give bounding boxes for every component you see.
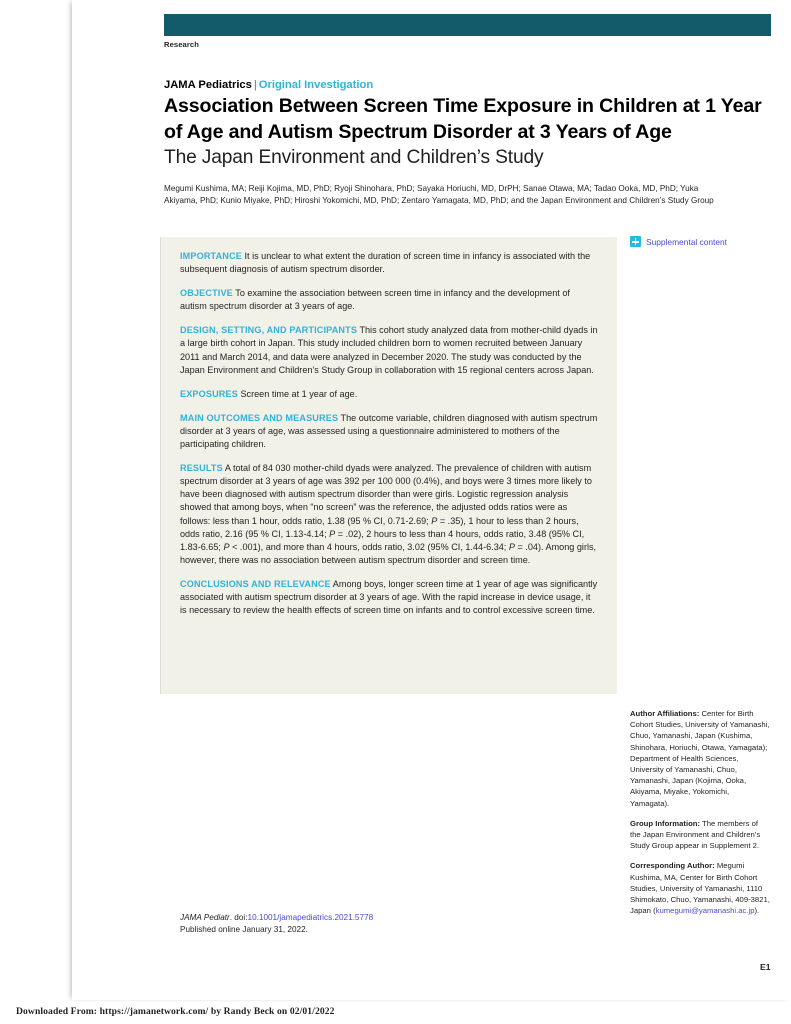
abstract-section-text: This cohort study analyzed data from mother-child dyads in a large birth cohort in Japan. This study included children born to women recruited between January 2011 and March 2014, and data were analyzed in December 2020. The study was conducted by the Japan Environment and Children’s Study Group in collaboration with 15 regional centers across Japan. — [180, 325, 598, 375]
article-page-sheet — [72, 0, 791, 1000]
article-type-label: Original Investigation — [258, 79, 374, 91]
abstract-section — [180, 578, 599, 617]
abstract-section-text: Screen time at 1 year of age. — [237, 388, 358, 399]
abstract-left-rule — [160, 237, 161, 694]
abstract-section-text: To examine the association between screen time in infancy and the development of autism spectrum disorder at 3 years of age. — [180, 288, 570, 312]
abstract-panel — [160, 237, 617, 694]
abstract-section — [180, 462, 599, 567]
running-head: Research — [164, 40, 199, 49]
article-note-heading: Author Affiliations: — [630, 709, 700, 718]
article-note-text: Center for Birth Cohort Studies, University of Yamanashi, Chuo, Yamanashi, Japan (Kushima, Shinohara, Horiuchi, Otawa, Yamagata); Department of Health Sciences, University of Yamanashi, Chuo, Yamanashi, Japan (Kojima, Ooka, Akiyama, Miyake, Yokomichi, Yamagata). — [630, 709, 770, 808]
abstract-section-label: EXPOSURES — [180, 388, 238, 399]
abstract-section-text: Among boys, longer screen time at 1 year of age was significantly associated with autism spectrum disorder at 3 years of age. With the rapid increase in device usage, it is necessary to review the health effects of screen time on infants and to control excessive screen time. — [180, 578, 598, 616]
abstract-body — [180, 250, 599, 628]
article-note-text: The members of the Japan Environment and Children’s Study Group appear in Supplement 2. — [630, 818, 761, 851]
author-list: Megumi Kushima, MA; Reiji Kojima, MD, PhD; Ryoji Shinohara, PhD; Sayaka Horiuchi, MD, DrPH; Sanae Otawa, MA; Tadao Ooka, MD, PhD; Yuka Akiyama, PhD; Kunio Miyake, PhD; Hiroshi Yokomichi, MD, PhD; Zentaro Yamagata, MD, PhD; and the Japan Environment and Children’s Study Group — [164, 184, 714, 205]
citation-journal: JAMA Pediatr — [180, 913, 230, 922]
corresponding-author-email-link[interactable]: kumegumi@yamanashi.ac.jp — [655, 906, 755, 916]
abstract-section — [180, 250, 599, 276]
abstract-section — [180, 287, 599, 313]
journal-name: JAMA Pediatrics — [164, 79, 252, 91]
masthead-teal-bar — [164, 14, 771, 36]
page-subtitle: The Japan Environment and Children’s Study — [164, 147, 544, 168]
article-note-text: Megumi Kushima, MA, Center for Birth Cohort Studies, University of Yamanashi, 1110 Shimokato, Chuo, Yamanashi, 409-3821, Japan ( — [630, 861, 770, 916]
citation-block — [180, 912, 373, 935]
journal-separator: | — [253, 79, 257, 91]
citation-doi-link[interactable]: 10.1001/jamapediatrics.2021.5778 — [247, 913, 374, 922]
abstract-section — [180, 388, 599, 401]
journal-header-line — [164, 79, 373, 91]
abstract-section-label: MAIN OUTCOMES AND MEASURES — [180, 412, 339, 423]
page-title: Association Between Screen Time Exposure in Children at 1 Year of Age and Autism Spectrum Disorder at 3 Years of Age — [164, 95, 762, 143]
download-footer — [0, 1002, 791, 1024]
article-note-text-tail: ). — [754, 906, 760, 916]
abstract-section — [180, 324, 599, 376]
article-note — [630, 860, 770, 916]
plus-box-icon — [630, 236, 641, 247]
article-note — [630, 818, 770, 852]
article-note — [630, 708, 770, 809]
abstract-section-label: IMPORTANCE — [180, 251, 242, 261]
abstract-section-label: OBJECTIVE — [180, 288, 233, 299]
page-gutter — [0, 0, 72, 1024]
abstract-section-label: DESIGN, SETTING, AND PARTICIPANTS — [180, 325, 358, 336]
citation-doi-line — [180, 912, 373, 924]
abstract-section-label: CONCLUSIONS AND RELEVANCE — [180, 578, 331, 589]
abstract-section-text: The outcome variable, children diagnosed with autism spectrum disorder at 3 years of age, was assessed using a questionnaire administered to mothers of the participating children. — [180, 412, 598, 450]
supplemental-content-label: Supplemental content — [646, 236, 728, 247]
supplemental-content-link[interactable] — [630, 236, 727, 247]
page-number: E1 — [760, 962, 771, 972]
citation-published-line: Published online January 31, 2022. — [180, 924, 308, 934]
article-notes-column — [630, 708, 770, 925]
abstract-section-label: RESULTS — [180, 463, 223, 474]
article-note-heading: Group Information: — [630, 818, 701, 828]
abstract-section-text: It is unclear to what extent the duration of screen time in infancy is associated with the subsequent diagnosis of autism spectrum disorder. — [180, 251, 591, 275]
download-footer-text: Downloaded From: https://jamanetwork.com/ by Randy Beck on 02/01/2022 — [16, 1006, 335, 1017]
citation-doi-label: . doi: — [229, 913, 248, 922]
abstract-section-text: A total of 84 030 mother-child dyads were analyzed. The prevalence of children with autism spectrum disorder at 3 years of age was 392 per 100 000 (0.4%), and boys were 3 times more likely to have been diagnosed with autism spectrum disorder than were girls. Logistic regression analysis showed that among boys, when “no screen” was the reference, the adjusted odds ratios were as follows: less than 1 hour, odds ratio, 1.38 (95 % CI, 0.71-2.69; P = .35), 1 hour to less than 2 hours, odds ratio, 2.16 (95 % CI, 1.13-4.14; P = .02), 2 hours to less than 4 hours, odds ratio, 3.48 (95% CI, 1.83-6.65; P < .001), and more than 4 hours, odds ratio, 3.02 (95% CI, 1.44-6.34; P = .04). Among girls, however, there was no association between autism spectrum disorder and screen time. — [180, 463, 597, 565]
article-note-heading: Corresponding Author: — [630, 861, 715, 871]
abstract-section — [180, 412, 599, 451]
